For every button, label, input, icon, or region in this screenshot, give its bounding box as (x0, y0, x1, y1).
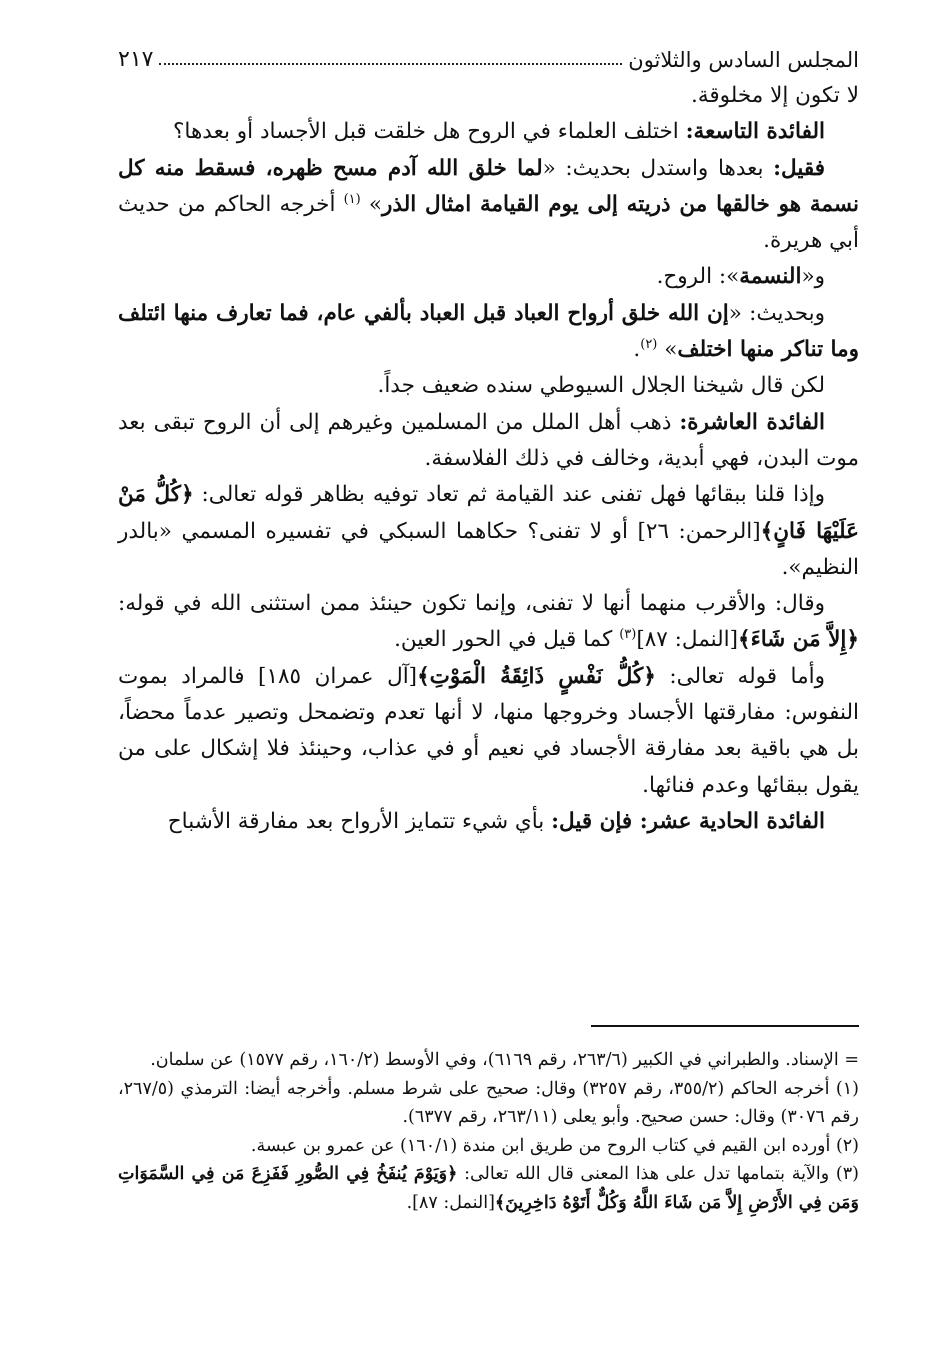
main-text (118, 78, 859, 840)
benefit-tenth-label: الفائدة العاشرة: (679, 409, 825, 435)
paragraph-4-text-c: . (633, 337, 641, 363)
footnote-ref-1[interactable]: (١) (343, 191, 361, 207)
paragraph-1 (118, 114, 859, 150)
benefit-eleventh-label: الفائدة الحادية عشر: فإن قيل: (551, 808, 825, 834)
footnote-ref-3[interactable]: (٣) (619, 627, 637, 643)
footnote-continuation-text: = الإسناد. والطبراني في الكبير (٢٦٣/٦، رقم ٦١٦٩)، وفي الأوسط (١٦٠/٢، رقم ١٥٧٧) عن سلمان. (150, 1050, 859, 1070)
paragraph-10 (118, 804, 859, 840)
footnote-1 (118, 1075, 859, 1132)
paragraph-8-text-a: وقال: والأقرب منهما أنها لا تفنى، وإنما تكون حينئذ ممن استثنى الله في قوله: (118, 591, 825, 617)
paragraph-2-text-b: » (360, 191, 383, 217)
footnote-2 (118, 1132, 859, 1161)
paragraph-2-text-c: أخرجه الحاكم من حديث أبي هريرة. (118, 191, 859, 254)
footnote-3 (118, 1160, 859, 1217)
page-number: ٢١٧ (118, 47, 154, 72)
paragraph-0 (118, 78, 859, 114)
paragraph-5-text: لكن قال شيخنا الجلال السيوطي سنده ضعيف جداً. (377, 373, 825, 399)
footnotes (118, 1046, 859, 1218)
chapter-title: المجلس السادس والثلاثون (628, 48, 859, 72)
footnote-3-text-a: (٣) والآية بتمامها تدل على هذا المعنى قال الله تعالى: (457, 1164, 859, 1185)
footnote-ref-2[interactable]: (٢) (640, 336, 658, 352)
hadith-quote-1: لما خلق الله آدم مسح ظهره، فسقط منه كل نسمة هو خالقها من ذريته إلى يوم القيامة امثال الذر (118, 155, 859, 217)
paragraph-1-text: اختلف العلماء في الروح هل خلقت قبل الأجساد أو بعدها؟ (173, 119, 686, 145)
paragraph-8 (118, 586, 859, 659)
quran-verse-1: ﴿كُلُّ مَنْ عَلَيْهَا فَانٍ﴾ (118, 482, 859, 544)
paragraph-7-text-b: [الرحمن: ٢٦] أو لا تفنى؟ حكاهما السبكي في تفسيره المسمي «بالدر النظيم». (118, 518, 859, 580)
hadith-quote-2: إن الله خلق أرواح العباد قبل العباد بألفي عام، فما تعارف منها ائتلف وما تناكر منها اختلف (118, 300, 859, 363)
benefit-ninth-label: الفائدة التاسعة: (685, 119, 825, 145)
paragraph-0-text: لا تكون إلا مخلوقة. (690, 83, 859, 108)
running-head (118, 38, 859, 72)
leader-dots (159, 63, 622, 65)
quran-verse-2: ﴿إِلاَّ مَن شَاءَ﴾ (738, 627, 859, 653)
paragraph-2-text-a: بعدها واستدل بحديث: « (542, 155, 774, 181)
paragraph-9-text-a: وأما قوله تعالى: (655, 663, 825, 689)
paragraph-4-text-a: وبحديث: « (728, 300, 825, 326)
quran-verse-3: ﴿كُلُّ نَفْسٍ ذَائِقَةُ الْمَوْتِ﴾ (417, 663, 656, 689)
footnote-2-text: (٢) أورده ابن القيم في كتاب الروح من طريق ابن مندة (١٦٠/١) عن عمرو بن عبسة. (250, 1135, 859, 1156)
paragraph-9 (118, 659, 859, 804)
paragraph-3-text-b: »: الروح. (656, 264, 740, 290)
paragraph-3 (118, 259, 859, 295)
paragraph-3-text-a: و« (801, 264, 825, 290)
paragraph-10-text: بأي شيء تتمايز الأرواح بعد مفارقة الأشباح (167, 808, 552, 834)
paragraph-7-text-a: وإذا قلنا ببقائها فهل تفنى عند القيامة ثم تعاد توفيه بظاهر قوله تعالى: (193, 482, 826, 508)
paragraph-8-text-c: كما قيل في الحور العين. (394, 627, 620, 653)
paragraph-6-text: ذهب أهل الملل من المسلمين وغيرهم إلى أن الروح تبقى بعد موت البدن، فهي أبدية، وخالف في ذلك الفلاسفة. (118, 409, 859, 471)
footnote-continuation (118, 1046, 859, 1075)
paragraph-6 (118, 405, 859, 478)
paragraph-2 (118, 151, 859, 260)
paragraph-5 (118, 368, 859, 404)
qil-label: فقيل: (773, 155, 825, 181)
paragraph-4-text-b: » (657, 337, 678, 363)
footnote-separator (591, 1025, 859, 1027)
footnote-3-verse: ﴿وَيَوْمَ يُنفَخُ فِي الصُّورِ فَفَزِعَ مَن فِي السَّمَوَاتِ وَمَن فِي الأَرْضِ إِلاَّ مَن شَاءَ اللَّهُ وَكُلٌّ أَتَوْهُ دَاخِرِينَ﴾ (118, 1164, 859, 1213)
paragraph-9-text-b: [آل عمران ١٨٥] فالمراد بموت النفوس: مفارقتها الأجساد وخروجها منها، لا أنها تعدم وتضمحل وتصير عدماً محضاً، بل هي باقية بعد مفارقة الأجساد في نعيم أو في عذاب، وحينئذ فلا إشكال على من يقول ببقائها وعدم فنائها. (118, 663, 859, 798)
footnote-1-text: (١) أخرجه الحاكم (٣٥٥/٢، رقم ٣٢٥٧) وقال: صحيح على شرط مسلم. وأخرجه أيضا: الترمذي (٢٦٧/٥، رقم ٣٠٧٦) وقال: حسن صحيح. وأبو يعلى (٢٦٣/١١، رقم ٦٣٧٧). (118, 1078, 859, 1128)
nasama-term: النسمة (739, 264, 802, 290)
paragraph-8-text-b: [النمل: ٨٧] (636, 627, 739, 653)
footnote-3-text-b: [النمل: ٨٧]. (406, 1192, 495, 1213)
paragraph-4 (118, 296, 859, 369)
paragraph-7 (118, 477, 859, 586)
